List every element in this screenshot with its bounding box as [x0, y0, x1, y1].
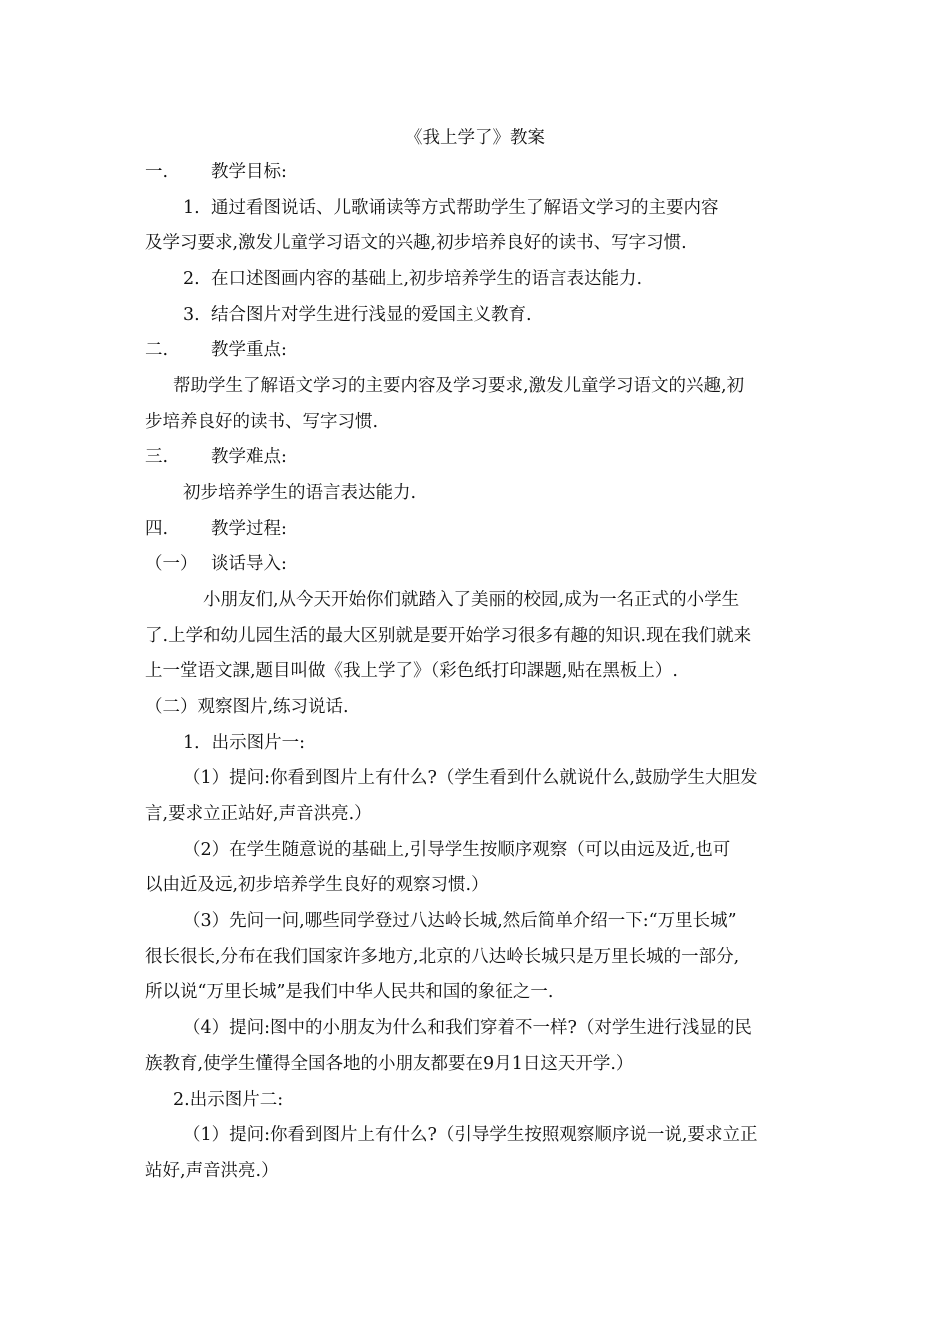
question-1-line1: （1）提问:你看到图片上有什么?（学生看到什么就说什么,鼓励学生大胆发 — [183, 768, 758, 788]
picture-2-heading: 2.出示图片二: — [173, 1090, 284, 1110]
question-1-line2: 言,要求立正站好,声音洪亮.） — [145, 804, 372, 824]
key-point-line2: 步培养良好的读书、写字习惯. — [145, 412, 379, 432]
goal-3-text: 结合图片对学生进行浅显的爱国主义教育. — [211, 305, 532, 325]
question-5-line1: （1）提问:你看到图片上有什么?（引导学生按照观察顺序说一说,要求立正 — [183, 1125, 758, 1145]
question-4-line2: 族教育,使学生懂得全国各地的小朋友都要在9月1日这天开学.） — [145, 1054, 634, 1074]
part-1-number: （一） — [145, 554, 198, 574]
goal-3-number: 3. — [183, 305, 200, 325]
section-2-heading: 教学重点: — [211, 340, 287, 360]
section-2-number: 二. — [145, 340, 169, 360]
intro-line2: 了.上学和幼儿园生活的最大区别就是要开始学习很多有趣的知识.现在我们就来 — [145, 626, 752, 646]
section-1-heading: 教学目标: — [211, 162, 287, 182]
section-3-number: 三. — [145, 447, 169, 467]
intro-line1: 小朋友们,从今天开始你们就踏入了美丽的校园,成为一名正式的小学生 — [203, 590, 740, 610]
goal-1-line1: 通过看图说话、儿歌诵读等方式帮助学生了解语文学习的主要内容 — [211, 198, 719, 218]
difficulty-text: 初步培养学生的语言表达能力. — [183, 483, 417, 503]
intro-line3: 上一堂语文課,题目叫做《我上学了》（彩色纸打印課题,贴在黑板上）. — [145, 661, 678, 681]
question-2-line1: （2）在学生随意说的基础上,引导学生按顺序观察（可以由远及近,也可 — [183, 840, 731, 860]
goal-2-text: 在口述图画内容的基础上,初步培养学生的语言表达能力. — [211, 269, 643, 289]
document-title: 《我上学了》教案 — [405, 128, 545, 148]
section-4-number: 四. — [145, 519, 169, 539]
part-2-heading: （二）观察图片,练习说话. — [145, 697, 349, 717]
picture-1-heading: 1．出示图片一: — [183, 733, 306, 753]
goal-1-line2: 及学习要求,激发儿童学习语文的兴趣,初步培养良好的读书、写字习惯. — [145, 233, 687, 253]
section-4-heading: 教学过程: — [211, 519, 287, 539]
question-3-line3: 所以说“万里长城”是我们中华人民共和国的象征之一. — [145, 982, 554, 1002]
key-point-line1: 帮助学生了解语文学习的主要内容及学习要求,激发儿童学习语文的兴趣,初 — [173, 376, 745, 396]
question-4-line1: （4）提问:图中的小朋友为什么和我们穿着不一样?（对学生进行浅显的民 — [183, 1018, 752, 1038]
question-2-line2: 以由近及远,初步培养学生良好的观察习惯.） — [145, 875, 489, 895]
section-3-heading: 教学难点: — [211, 447, 287, 467]
section-1-number: 一. — [145, 162, 169, 182]
question-3-line2: 很长很长,分布在我们国家许多地方,北京的八达岭长城只是万里长城的一部分, — [145, 947, 740, 967]
goal-2-number: 2. — [183, 269, 200, 289]
question-3-line1: （3）先问一问,哪些同学登过八达岭长城,然后简单介绍一下:“万里长城” — [183, 911, 737, 931]
question-5-line2: 站好,声音洪亮.） — [145, 1161, 279, 1181]
goal-1-number: 1. — [183, 198, 200, 218]
part-1-heading: 谈话导入: — [211, 554, 287, 574]
